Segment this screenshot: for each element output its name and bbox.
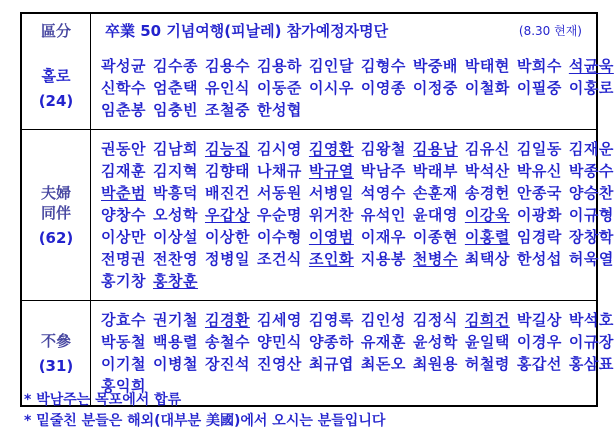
participant-name: 서병일	[308, 184, 354, 202]
participant-name: 박석산	[464, 162, 510, 180]
participant-name: 우갑상	[204, 206, 250, 224]
participant-name: 위거찬	[308, 206, 354, 224]
participant-name: 이상설	[152, 228, 198, 246]
participant-name: 손훈재	[412, 184, 458, 202]
participant-name: 이병철	[152, 355, 198, 373]
participant-name: 이상만	[101, 228, 146, 246]
footnote-join: * 박남주는 목포에서 합류	[24, 392, 182, 408]
participant-name: 박희수	[516, 57, 562, 75]
participant-name: 나채규	[256, 162, 302, 180]
participant-name: 유인식	[204, 79, 250, 97]
participant-name: 이상한	[204, 228, 250, 246]
participant-name: 이재우	[360, 228, 406, 246]
participant-name: 홍창훈	[152, 272, 198, 290]
participant-name: 정병일	[204, 250, 250, 268]
row-names-cell	[91, 47, 614, 129]
participant-name: 박길상	[516, 311, 562, 329]
participant-name: 박종수	[568, 162, 614, 180]
participant-name: 박규열	[308, 162, 354, 180]
participant-name: 조철중	[204, 101, 250, 119]
table-title: 卒業 50 기념여행(피날레) 참가예정자명단	[105, 22, 389, 40]
participant-name: 장창학	[568, 228, 614, 246]
participant-name: 이영종	[360, 79, 406, 97]
category-header-label: 區分	[40, 21, 71, 40]
participant-name: 김희건	[464, 311, 510, 329]
participant-name: 이종현	[412, 228, 458, 246]
participant-name: 김유신	[464, 140, 510, 158]
participant-name: 김형수	[360, 57, 406, 75]
participant-name: 이경우	[516, 333, 562, 351]
participant-name: 이규형	[568, 206, 614, 224]
participant-name: 한성협	[256, 101, 302, 119]
participant-name: 오성학	[152, 206, 198, 224]
participant-name: 백용렬	[152, 333, 198, 351]
row-category-label: 홀로	[41, 66, 71, 85]
name-line	[101, 226, 614, 248]
participant-name: 배진건	[204, 184, 250, 202]
participant-table	[20, 12, 614, 407]
participant-name: 송철수	[204, 333, 250, 351]
participant-name: 윤일택	[464, 333, 510, 351]
table-body	[22, 47, 614, 405]
participant-name: 송경헌	[464, 184, 510, 202]
participant-name: 김시영	[256, 140, 302, 158]
participant-name: 최원용	[412, 355, 458, 373]
participant-name: 이필중	[516, 79, 562, 97]
participant-name: 김향태	[204, 162, 250, 180]
name-line	[101, 204, 614, 226]
participant-name: 최돈오	[360, 355, 406, 373]
row-category-label: 夫婦	[40, 183, 71, 202]
row-category-cell	[22, 47, 91, 129]
name-line	[101, 309, 614, 331]
participant-name: 김일동	[516, 140, 562, 158]
table-row	[22, 129, 614, 300]
participant-name: 이정중	[412, 79, 458, 97]
participant-name: 홍익희	[101, 377, 146, 395]
name-line	[101, 270, 614, 292]
participant-name: 한성섭	[516, 250, 562, 268]
participant-name: 유재훈	[360, 333, 406, 351]
participant-name: 양종하	[308, 333, 354, 351]
name-line	[101, 331, 614, 353]
participant-name: 조인화	[308, 250, 354, 268]
category-header-cell	[22, 14, 91, 47]
participant-name: 임경락	[516, 228, 562, 246]
participant-name: 김수종	[152, 57, 198, 75]
participant-name: 박석호	[568, 311, 614, 329]
participant-name: 우순명	[256, 206, 302, 224]
table-header-row	[22, 14, 596, 47]
participant-name: 김남희	[152, 140, 198, 158]
participant-name: 홍기창	[101, 272, 146, 290]
participant-name: 박유신	[516, 162, 562, 180]
participant-name: 전명권	[101, 250, 146, 268]
title-cell	[91, 14, 596, 47]
participant-name: 지용봉	[360, 250, 406, 268]
participant-name: 홍삼표	[568, 355, 614, 373]
participant-name: 김용하	[256, 57, 302, 75]
participant-name: 박흥덕	[152, 184, 198, 202]
participant-name: 강효수	[101, 311, 146, 329]
participant-name: 김인달	[308, 57, 354, 75]
participant-name: 전찬영	[152, 250, 198, 268]
participant-name: 석균욱	[568, 57, 614, 75]
participant-name: 조건식	[256, 250, 302, 268]
participant-name: 김정식	[412, 311, 458, 329]
row-names-cell	[91, 130, 614, 300]
participant-name: 권기철	[152, 311, 198, 329]
name-line	[101, 353, 614, 375]
participant-name: 이동준	[256, 79, 302, 97]
participant-name: 유석인	[360, 206, 406, 224]
participant-name: 이수형	[256, 228, 302, 246]
participant-name: 양창수	[101, 206, 146, 224]
participant-name: 윤성학	[412, 333, 458, 351]
participant-name: 이홍로	[568, 79, 614, 97]
row-category-label: 同伴	[40, 203, 71, 222]
participant-name: 이시우	[308, 79, 354, 97]
participant-name: 김재운	[568, 140, 614, 158]
participant-name: 양민식	[256, 333, 302, 351]
participant-name: 천병수	[412, 250, 458, 268]
participant-name: 안종국	[516, 184, 562, 202]
participant-name: 최택상	[464, 250, 510, 268]
participant-name: 허철령	[464, 355, 510, 373]
name-line	[101, 99, 614, 121]
participant-name: 이홍렬	[464, 228, 510, 246]
name-line	[101, 77, 614, 99]
participant-name: 권동안	[101, 140, 146, 158]
participant-name: 임춘봉	[101, 101, 146, 119]
row-category-label: 不參	[40, 331, 71, 350]
row-count: (31)	[38, 356, 74, 375]
name-line	[101, 55, 614, 77]
participant-name: 윤대영	[412, 206, 458, 224]
participant-name: 양승찬	[568, 184, 614, 202]
participant-name: 임충빈	[152, 101, 198, 119]
participant-name: 김재훈	[101, 162, 146, 180]
participant-name: 이기철	[101, 355, 146, 373]
participant-name: 허욱열	[568, 250, 614, 268]
participant-name: 장진석	[204, 355, 250, 373]
name-line	[101, 248, 614, 270]
participant-name: 이규장	[568, 333, 614, 351]
participant-name: 이광화	[516, 206, 562, 224]
participant-name: 김지혁	[152, 162, 198, 180]
as-of-date: (8.30 현재)	[518, 24, 582, 38]
participant-name: 진영산	[256, 355, 302, 373]
table-row	[22, 47, 614, 129]
participant-name: 김영록	[308, 311, 354, 329]
participant-name: 박중배	[412, 57, 458, 75]
participant-name: 서동원	[256, 184, 302, 202]
participant-name: 박동철	[101, 333, 146, 351]
participant-name: 김영환	[308, 140, 354, 158]
row-category-cell	[22, 130, 91, 300]
name-line	[101, 182, 614, 204]
participant-name: 김용남	[412, 140, 458, 158]
row-count: (24)	[38, 91, 74, 110]
row-count: (62)	[38, 228, 74, 247]
participant-name: 김세영	[256, 311, 302, 329]
participant-name: 김왕철	[360, 140, 406, 158]
footnotes	[24, 390, 385, 432]
participant-name: 홍갑선	[516, 355, 562, 373]
participant-name: 이영범	[308, 228, 354, 246]
participant-name: 박래부	[412, 162, 458, 180]
participant-name: 곽성균	[101, 57, 146, 75]
participant-name: 김경환	[204, 311, 250, 329]
participant-name: 박춘범	[101, 184, 146, 202]
participant-name: 김인성	[360, 311, 406, 329]
participant-name: 박태현	[464, 57, 510, 75]
participant-name: 이강욱	[464, 206, 510, 224]
participant-name: 석영수	[360, 184, 406, 202]
participant-name: 신학수	[101, 79, 146, 97]
footnote-underline-meaning: * 밑줄친 분들은 해외(대부분 美國)에서 오시는 분들입니다	[24, 413, 386, 429]
name-line	[101, 138, 614, 160]
name-line	[101, 160, 614, 182]
participant-name: 박남주	[360, 162, 406, 180]
participant-name: 김용수	[204, 57, 250, 75]
participant-name: 엄춘택	[152, 79, 198, 97]
participant-name: 김능집	[204, 140, 250, 158]
participant-name: 최규엽	[308, 355, 354, 373]
participant-name: 이철화	[464, 79, 510, 97]
